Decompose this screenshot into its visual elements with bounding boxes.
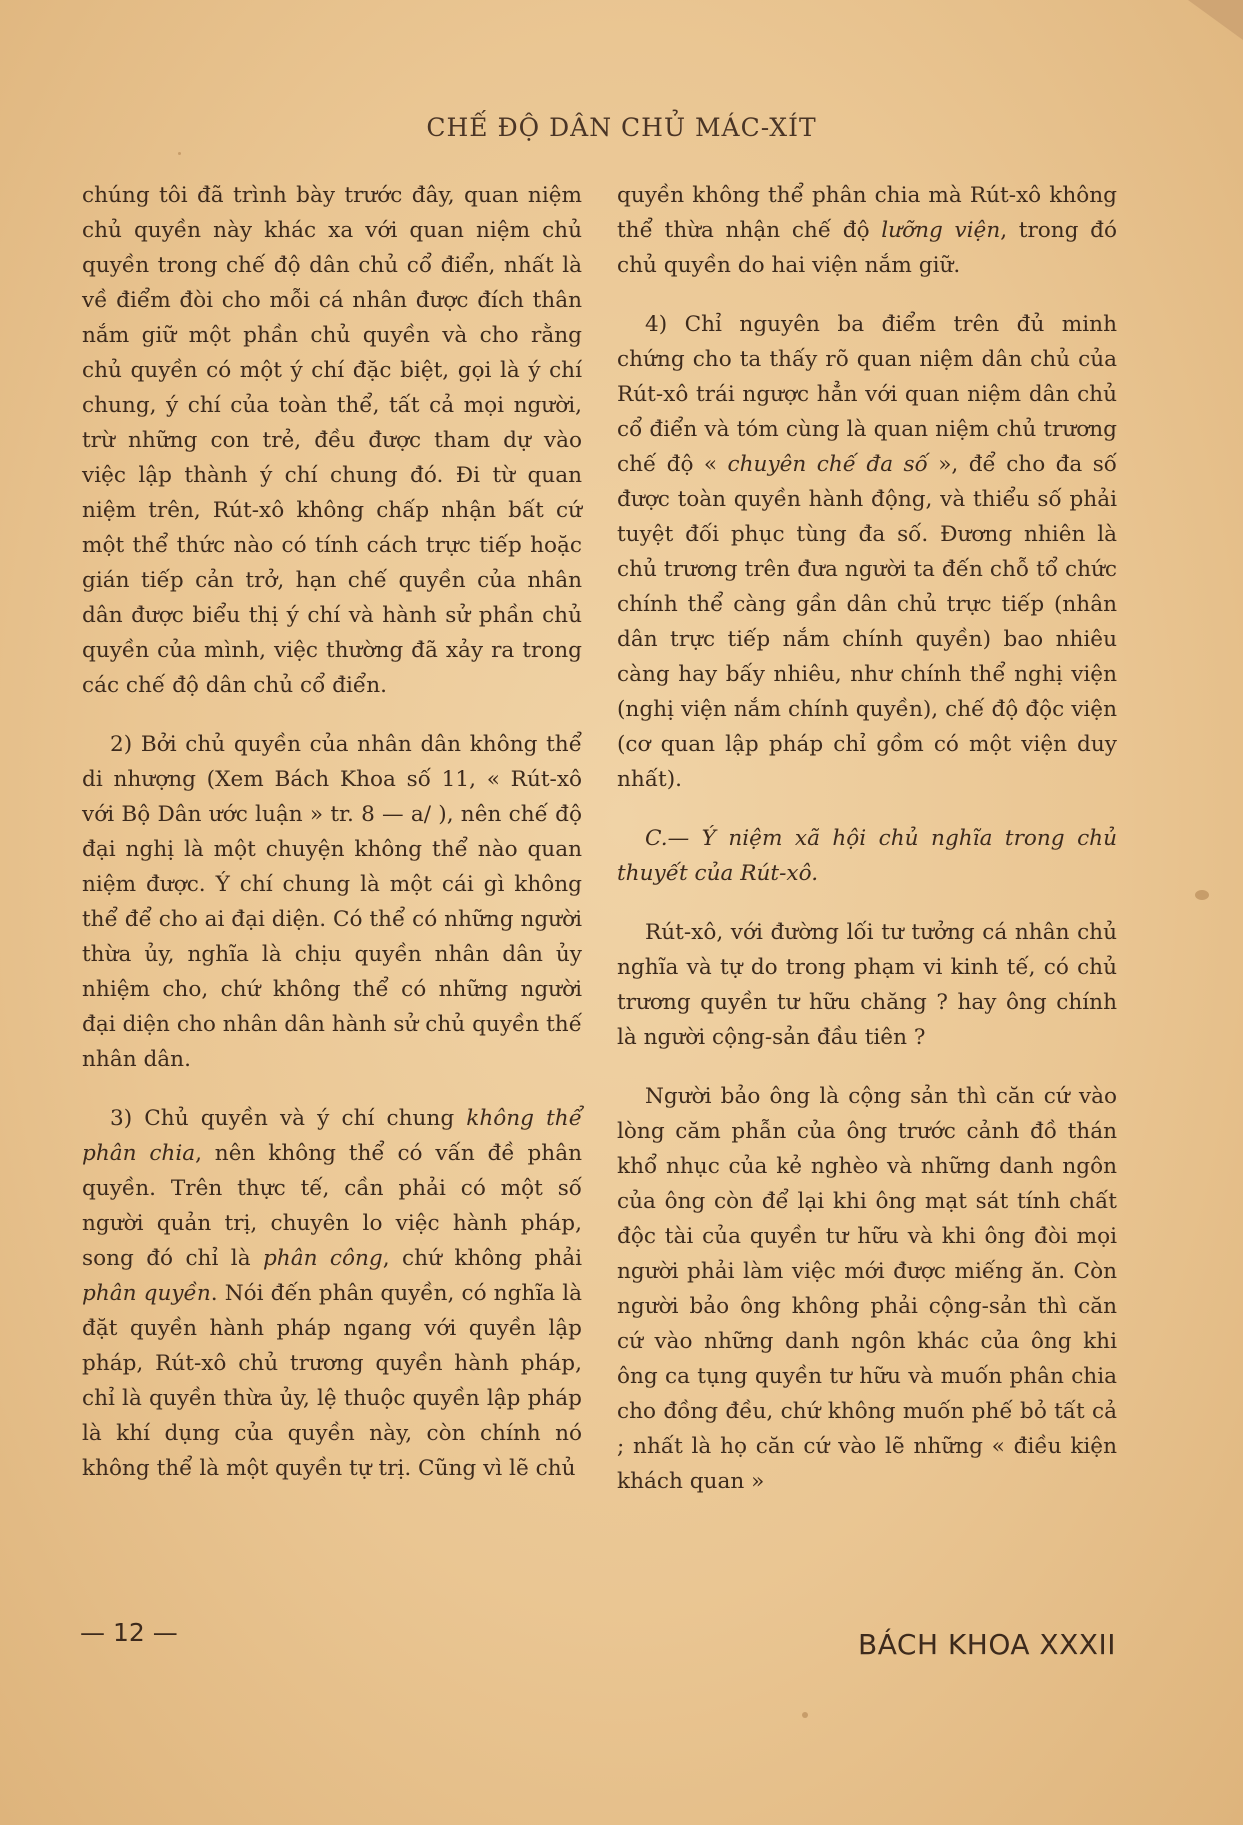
paper-speck [178,152,181,155]
paper-speck [802,1712,808,1718]
section-heading-text: C.— Ý niệm xã hội chủ nghĩa trong chủ thuyết của Rút-xô. [617,826,1117,886]
text-run: 3) Chủ quyền và ý chí chung [110,1106,467,1131]
italic-run: phân quyền [82,1281,211,1306]
italic-run: không thể phân chia [82,1106,582,1166]
right-paragraph-2 [617,307,1117,797]
text-run: , chứ không phải [382,1246,583,1271]
text-run: quyền không thể phân chia mà Rút-xô không thể thừa nhận chế độ [617,183,1117,243]
text-run: », để cho đa số được toàn quyền hành động, và thiểu số phải tuyệt đối phục tùng đa số. Đương nhiên là chủ trương trên đưa người ta đến chỗ tổ chức chính thể càng gần dân chủ trực tiếp (nhân dân trực tiếp nắm chính quyền) bao nhiêu càng hay bấy nhiêu, như chính thể nghị viện (nghị viện nắm chính quyền), chế độ độc viện (cơ quan lập pháp chỉ gồm có một viện duy nhất). [617,452,1117,792]
left-paragraph-2: 2) Bởi chủ quyền của nhân dân không thể di nhượng (Xem Bách Khoa số 11, « Rút-xô với Bộ Dân ước luận » tr. 8 — a/ ), nên chế độ đại nghị là một chuyện không thể nào quan niệm được. Ý chí chung là một cái gì không thể để cho ai đại diện. Có thể có những người thừa ủy, nghĩa là chịu quyền nhân dân ủy nhiệm cho, chứ không thể có những người đại diện cho nhân dân hành sử chủ quyền thế nhân dân. [82,732,582,1072]
right-paragraph-4: Người bảo ông là cộng sản thì căn cứ vào lòng căm phẫn của ông trước cảnh đồ thán khổ nhục của kẻ nghèo và những danh ngôn của ông còn để lại khi ông mạt sát tính chất độc tài của quyền tư hữu và khi ông đòi mọi người phải làm việc mới được miếng ăn. Còn người bảo ông không phải cộng-sản thì căn cứ vào những danh ngôn khác của ông khi ông ca tụng quyền tư hữu và muốn phân chia cho đồng đều, chứ không muốn phế bỏ tất cả ; nhất là họ căn cứ vào lẽ những « điều kiện khách quan » [617,1084,1117,1494]
right-paragraph-1 [617,178,1117,283]
italic-run: phân công [262,1246,383,1271]
left-column [82,178,582,1510]
folded-corner [1188,0,1243,40]
page-number: — 12 — [80,1618,178,1647]
text-run: , trong đó chủ quyền do hai viện nắm giữ. [617,218,1117,278]
paper-speck [1195,890,1209,900]
left-paragraph-1: chúng tôi đã trình bày trước đây, quan niệm chủ quyền này khác xa với quan niệm chủ quyền trong chế độ dân chủ cổ điển, nhất là về điểm đòi cho mỗi cá nhân được đích thân nắm giữ một phần chủ quyền và cho rằng chủ quyền có một ý chí đặc biệt, gọi là ý chí chung, ý chí của toàn thể, tất cả mọi người, trừ những con trẻ, đều được tham dự vào việc lập thành ý chí chung đó. Đi từ quan niệm trên, Rút-xô không chấp nhận bất cứ một thể thức nào có tính cách trực tiếp hoặc gián tiếp cản trở, hạn chế quyền của nhân dân được biểu thị ý chí và hành sử phần chủ quyền của mình, việc thường đã xảy ra trong các chế độ dân chủ cổ điển. [82,183,582,698]
text-run: , nên không thể có vấn đề phân quyền. Trên thực tế, cần phải có một số người quản trị, chuyên lo việc hành pháp, song đó chỉ là [82,1141,582,1271]
italic-run: chuyên chế đa số [727,452,928,477]
italic-run: lưỡng viện [881,218,1001,243]
left-paragraph-3 [82,1101,582,1486]
text-run: . Nói đến phân quyền, có nghĩa là đặt quyền hành pháp ngang với quyền lập pháp, Rút-xô chủ trương quyền hành pháp, chỉ là quyền thừa ủy, lệ thuộc quyền lập pháp là khí dụng của quyền này, còn chính nó không thể là một quyền tự trị. Cũng vì lẽ chủ [82,1281,582,1481]
running-head: CHẾ ĐỘ DÂN CHỦ MÁC-XÍT [426,113,817,142]
right-paragraph-3: Rút-xô, với đường lối tư tưởng cá nhân chủ nghĩa và tự do trong phạm vi kinh tế, có chủ trương quyền tư hữu chăng ? hay ông chính là người cộng-sản đầu tiên ? [617,920,1117,1050]
section-heading [617,821,1117,891]
magazine-issue: BÁCH KHOA XXXII [858,1628,1116,1661]
text-run: 4) Chỉ nguyên ba điểm trên đủ minh chứng cho ta thấy rõ quan niệm dân chủ của Rút-xô trái ngược hẳn với quan niệm dân chủ cổ điển và tóm cùng là quan niệm chủ trương chế độ « [617,312,1117,477]
right-column [617,178,1117,1523]
